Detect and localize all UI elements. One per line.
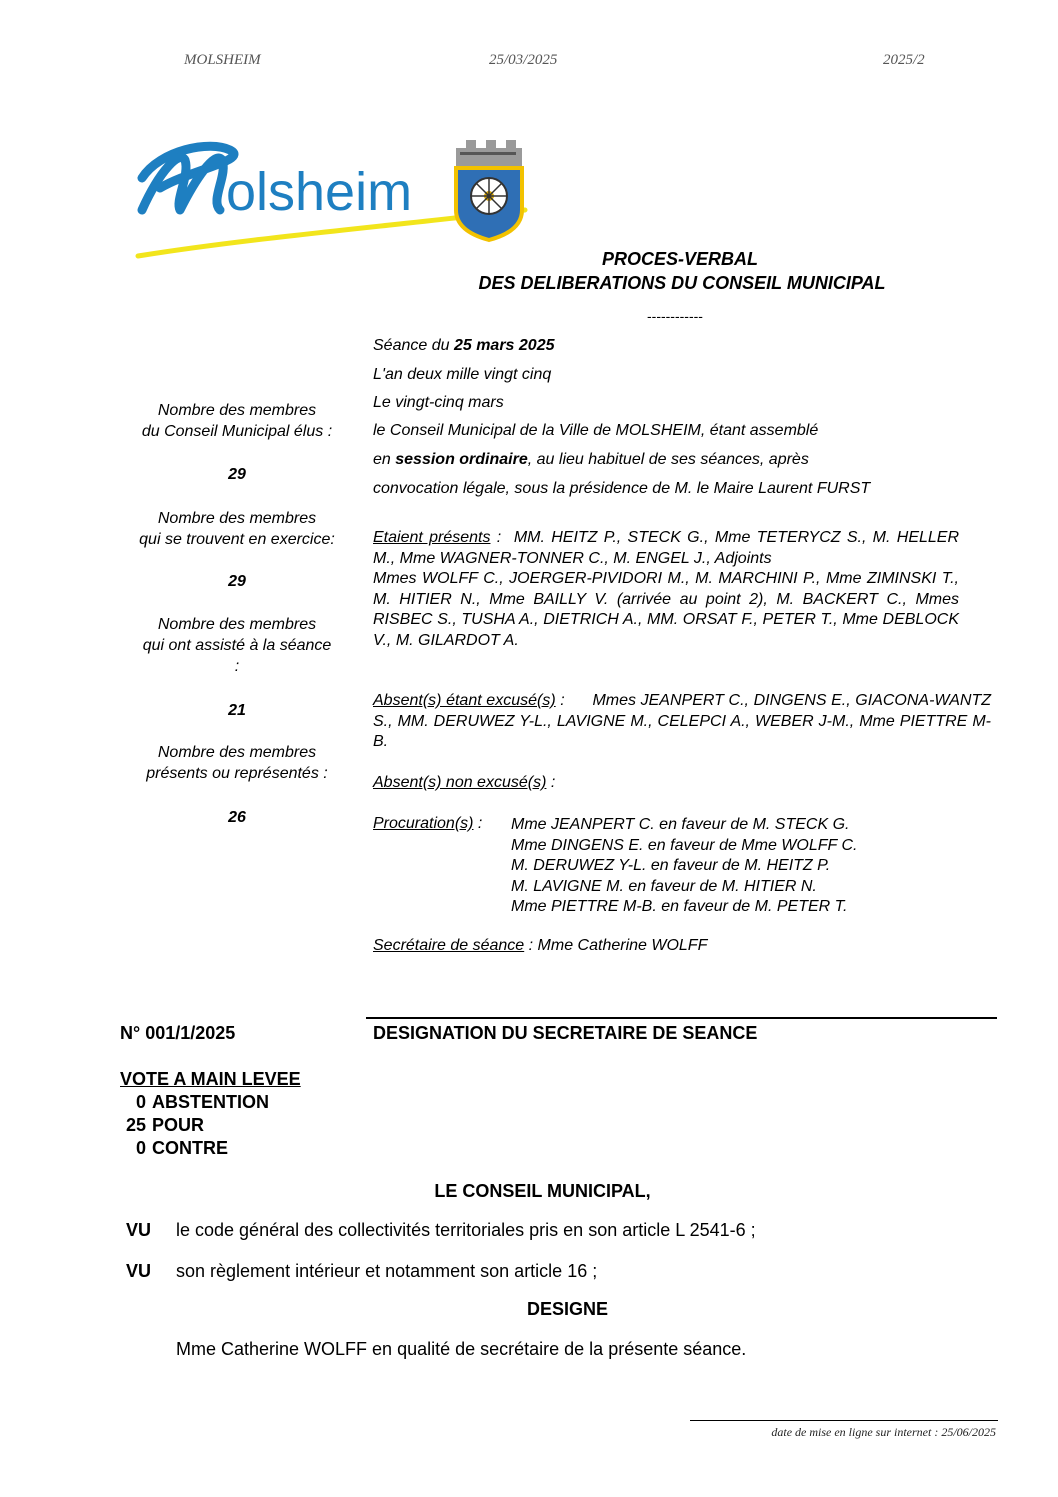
title-line-2: DES DELIBERATIONS DU CONSEIL MUNICIPAL <box>478 273 886 293</box>
members-in-office-label: Nombre des membres qui se trouvent en exercice: <box>139 510 335 548</box>
present-members-2: Mmes WOLFF C., JOERGER-PIVIDORI M., M. MARCHINI P., Mme ZIMINSKI T., M. HITIER N., Mme BAILLY V. (arrivée au point 2), M. BACKERT C., Mmes RISBEC S., TUSHA A., DIETRICH A., MM. ORSAT F., PETER T., Mme DEBLOCK V., M. GILARDOT A. <box>373 570 959 649</box>
deliberation-divider-gap <box>113 1017 366 1019</box>
session-day: Le vingt-cinq mars <box>373 394 504 411</box>
session-convocation: convocation légale, sous la présidence de M. le Maire Laurent FURST <box>373 480 871 497</box>
decision-heading: DESIGNE <box>526 1299 609 1319</box>
members-elected-value: 29 <box>228 466 246 483</box>
vote-title: VOTE A MAIN LEVEE <box>120 1069 301 1089</box>
deliberation-number: N° 001/1/2025 <box>120 1023 236 1043</box>
title-separator: ------------ <box>647 308 703 324</box>
members-attended-value: 21 <box>228 702 246 719</box>
header-ref: 2025/2 <box>883 52 925 68</box>
header-city: MOLSHEIM <box>184 52 261 68</box>
proxy-item: M. DERUWEZ Y-L. en faveur de M. HEITZ P. <box>511 857 831 874</box>
proxy-item: M. LAVIGNE M. en faveur de M. HITIER N. <box>511 877 817 895</box>
present-members: Etaient présents : MM. HEITZ P., STECK G., Mme TETERYCZ S., M. HELLER M., Mme WAGNER-TONNER C., M. ENGEL J., Adjoints <box>373 529 960 567</box>
vu-1-tag: VU <box>126 1220 152 1240</box>
council-heading: LE CONSEIL MUNICIPAL, <box>434 1181 651 1201</box>
online-publication-date: date de mise en ligne sur internet : 25/06/2025 <box>771 1425 996 1439</box>
excused-members: Absent(s) étant excusé(s) : Mmes JEANPERT C., DINGENS E., GIACONA-WANTZ S., MM. DERUWEZ Y-L., LAVIGNE M., CELEPCI A., WEBER J-M., Mme PIETTRE M-B. <box>373 692 992 750</box>
vu-2-tag: VU <box>126 1261 152 1281</box>
coat-of-arms-icon <box>456 140 522 240</box>
proxy-item: Mme PIETTRE M-B. en faveur de M. PETER T. <box>511 898 848 915</box>
members-represented-value: 26 <box>228 809 246 826</box>
members-in-office-value: 29 <box>228 573 246 590</box>
members-attended-label: Nombre des membres qui ont assisté à la séance : <box>142 616 332 675</box>
molsheim-logo <box>130 130 540 265</box>
title-line-1: PROCES-VERBAL <box>601 249 758 269</box>
deliberation-subject: DESIGNATION DU SECRETAIRE DE SEANCE <box>373 1023 758 1043</box>
proxies-list <box>511 815 857 918</box>
vu-1-text: le code général des collectivités territoriales pris en son article L 2541-6 ; <box>176 1220 756 1240</box>
vote-block <box>120 1068 301 1160</box>
vu-2-text: son règlement intérieur et notamment son article 16 ; <box>176 1261 598 1281</box>
unexcused-members: Absent(s) non excusé(s) : <box>373 774 556 791</box>
vote-for: 25 POUR <box>125 1115 205 1135</box>
proxy-item: Mme JEANPERT C. en faveur de M. STECK G. <box>511 816 850 833</box>
proxy-item: Mme DINGENS E. en faveur de Mme WOLFF C. <box>511 836 858 854</box>
vote-abstention: 0 ABSTENTION <box>135 1092 269 1112</box>
proxies-label: Procuration(s) : <box>373 815 483 832</box>
members-represented-label: Nombre des membres présents ou représentés : <box>146 744 328 782</box>
session-date: Séance du 25 mars 2025 <box>373 337 555 354</box>
vote-against: 0 CONTRE <box>135 1138 228 1158</box>
logo-text: olsheim <box>226 162 413 222</box>
session-year: L'an deux mille vingt cinq <box>373 366 552 383</box>
members-elected-label: Nombre des membres du Conseil Municipal élus : <box>141 402 333 440</box>
header-date: 25/03/2025 <box>489 52 558 68</box>
session-type: en session ordinaire, au lieu habituel de ses séances, après <box>373 451 809 468</box>
session-secretary: Secrétaire de séance : Mme Catherine WOLFF <box>373 937 708 954</box>
decision-text: Mme Catherine WOLFF en qualité de secrétaire de la présente séance. <box>176 1339 747 1359</box>
session-assembly: le Conseil Municipal de la Ville de MOLSHEIM, étant assemblé <box>373 422 819 439</box>
footer-rule <box>690 1420 998 1421</box>
